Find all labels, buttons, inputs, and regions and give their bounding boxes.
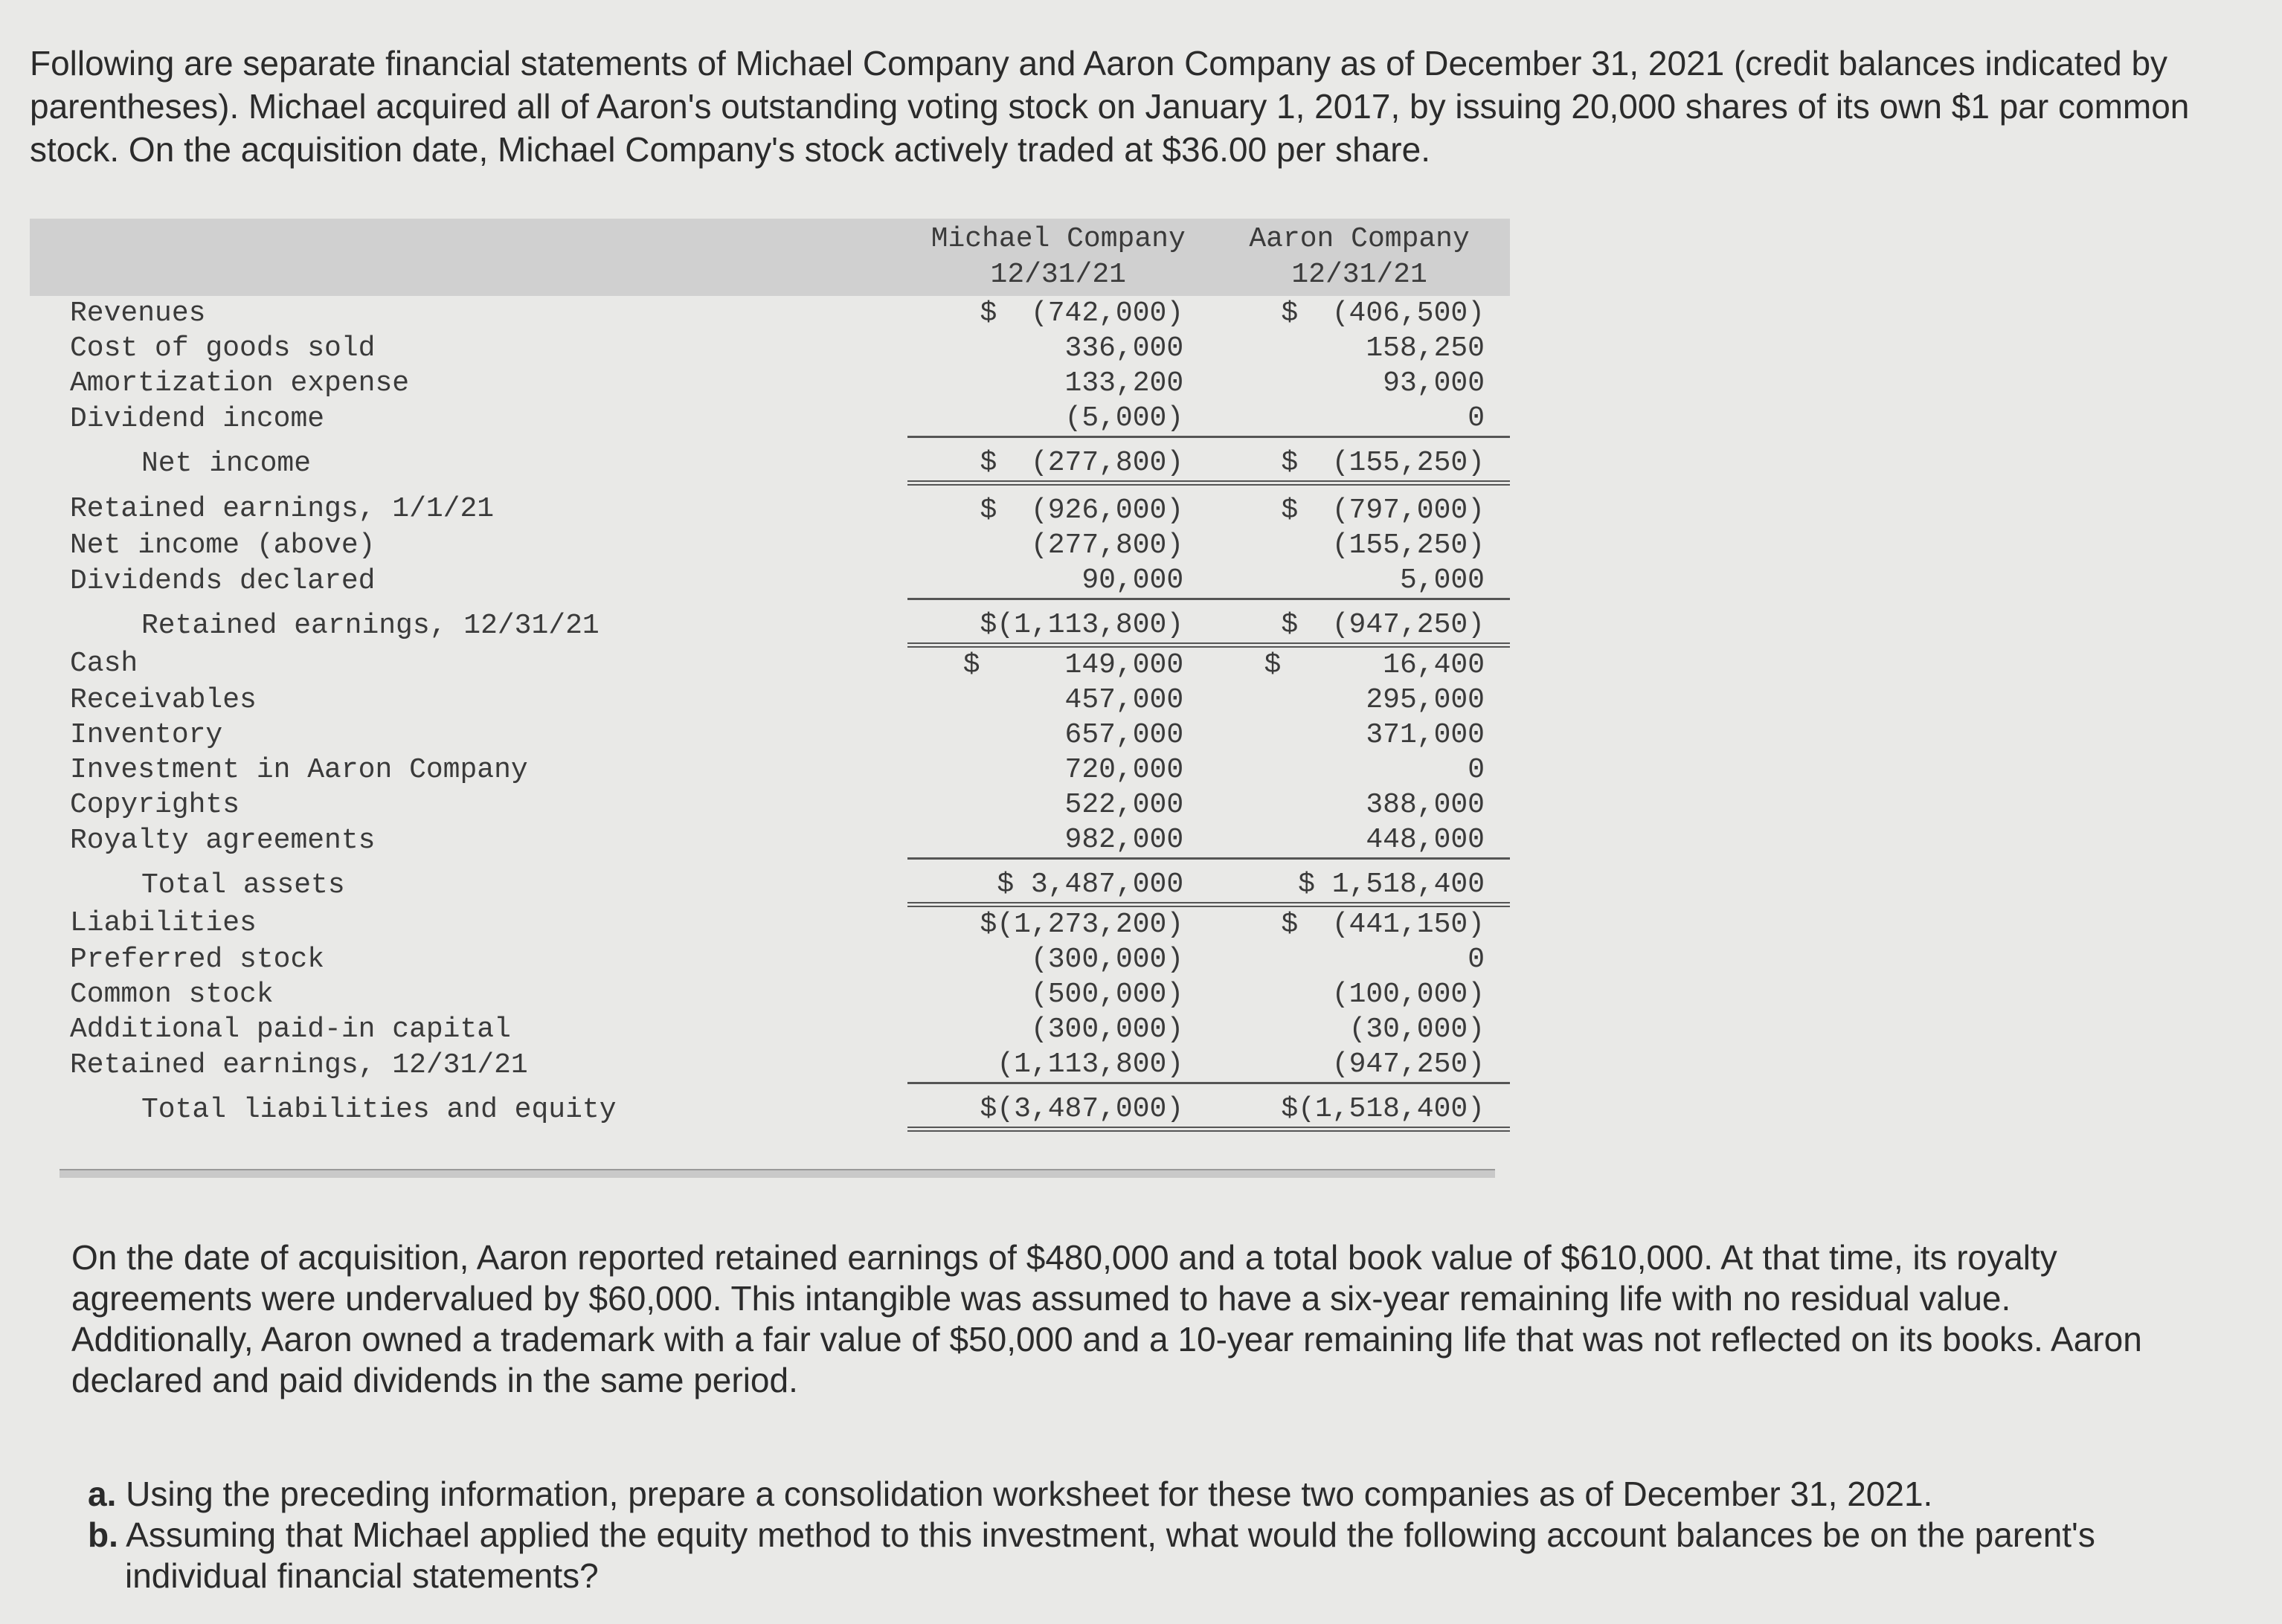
- michael-value: $ 149,000: [962, 649, 1184, 681]
- row-label: Liabilities: [70, 907, 257, 940]
- intro-paragraph: Following are separate financial statements of Michael Company and Aaron Company as of December 31, 2021 (credit balances indicated by parentheses). Michael acquired all of Aaron's outstanding voting stock on January 1, 2017, by issuing 20,000 shares of its own $1 par common stock. On the acquisition date, Michael Company's stock actively traded at $36.00 per share.: [30, 44, 2190, 169]
- aaron-value: 371,000: [1366, 719, 1485, 751]
- michael-value: (300,000): [1030, 944, 1184, 976]
- row-retained-earnings-beginning: [30, 483, 1510, 529]
- aaron-value: $ (155,250): [1209, 437, 1510, 483]
- row-net-income-above: [30, 528, 1510, 563]
- row-cash: [30, 645, 1510, 683]
- row-label: Receivables: [70, 684, 257, 716]
- row-receivables: [30, 683, 1510, 718]
- michael-value: 90,000: [907, 563, 1209, 599]
- row-label: Amortization expense: [70, 367, 410, 399]
- row-amortization-expense: [30, 366, 1510, 401]
- question-letter: b.: [88, 1515, 118, 1554]
- header-aaron: [1209, 219, 1510, 296]
- row-cost-of-goods-sold: [30, 331, 1510, 366]
- michael-value: (500,000): [1030, 979, 1184, 1011]
- michael-value: (1,113,800): [907, 1047, 1209, 1083]
- aaron-value: $ (797,000): [1281, 494, 1485, 526]
- michael-value: 720,000: [1064, 754, 1184, 786]
- aaron-value: 0: [1209, 401, 1510, 437]
- aaron-value: (100,000): [1331, 979, 1485, 1011]
- aaron-value: 295,000: [1366, 684, 1485, 716]
- questions-list: [88, 1474, 2215, 1596]
- michael-value: 336,000: [1064, 332, 1184, 364]
- acquisition-details-paragraph: On the date of acquisition, Aaron reported retained earnings of $480,000 and a total book value of $610,000. At that time, its royalty agreements were undervalued by $60,000. This intangible was assumed to have a six-year remaining life with no residual value. Additionally, Aaron owned a trademark with a fair value of $50,000 and a 10-year remaining life that was not reflected on its books. Aaron declared and paid dividends in the same period.: [71, 1238, 2142, 1399]
- michael-value: $(3,487,000): [907, 1083, 1209, 1130]
- aaron-value: $ 1,518,400: [1209, 859, 1510, 905]
- row-dividends-declared: [30, 563, 1510, 599]
- row-common-stock: [30, 977, 1510, 1012]
- michael-value: 982,000: [907, 822, 1209, 859]
- row-label: Revenues: [70, 297, 206, 329]
- row-label: Royalty agreements: [70, 824, 376, 857]
- aaron-value: 93,000: [1383, 367, 1485, 399]
- michael-value: $ (926,000): [980, 494, 1184, 526]
- michael-value: $ (742,000): [980, 297, 1184, 329]
- michael-value: (277,800): [1030, 529, 1184, 561]
- row-label: Investment in Aaron Company: [70, 754, 528, 786]
- row-royalty-agreements: [30, 822, 1510, 859]
- row-label: Dividend income: [70, 402, 325, 435]
- aaron-value: (947,250): [1209, 1047, 1510, 1083]
- header-aaron-name: Aaron Company: [1249, 223, 1470, 255]
- aaron-value: 0: [1468, 944, 1485, 976]
- michael-value: 457,000: [1064, 684, 1184, 716]
- row-label: Net income: [141, 448, 312, 480]
- aaron-value: 5,000: [1209, 563, 1510, 599]
- row-label: Additional paid-in capital: [70, 1014, 511, 1045]
- row-liabilities: [30, 905, 1510, 943]
- table-bottom-divider: [60, 1169, 1495, 1178]
- michael-value: (300,000): [1030, 1014, 1184, 1045]
- row-additional-paid-in-capital: [30, 1012, 1510, 1047]
- row-label: Copyrights: [70, 789, 240, 821]
- row-label: Retained earnings, 1/1/21: [70, 493, 495, 526]
- header-michael-date: 12/31/21: [990, 259, 1126, 291]
- row-total-assets: [30, 859, 1510, 905]
- row-dividend-income: [30, 401, 1510, 437]
- question-a: [88, 1474, 2215, 1515]
- row-investment-in-aaron: [30, 753, 1510, 787]
- row-inventory: [30, 718, 1510, 753]
- aaron-value: (30,000): [1349, 1014, 1485, 1045]
- row-preferred-stock: [30, 942, 1510, 977]
- row-label: Retained earnings, 12/31/21: [141, 610, 600, 642]
- michael-value: $(1,273,200): [980, 909, 1184, 941]
- aaron-value: $ (406,500): [1281, 297, 1485, 329]
- row-label: Retained earnings, 12/31/21: [70, 1048, 528, 1081]
- row-label: Net income (above): [70, 529, 376, 561]
- aaron-value: 388,000: [1366, 789, 1485, 821]
- header-aaron-date: 12/31/21: [1291, 259, 1427, 291]
- aaron-value: 158,250: [1366, 332, 1485, 364]
- table-header-row: [30, 219, 1510, 296]
- aaron-value: $(1,518,400): [1209, 1083, 1510, 1130]
- row-label: Common stock: [70, 979, 274, 1011]
- row-label: Dividends declared: [70, 564, 376, 597]
- aaron-value: $ (947,250): [1209, 599, 1510, 645]
- row-label: Total liabilities and equity: [141, 1094, 617, 1126]
- row-label: Cost of goods sold: [70, 332, 376, 364]
- michael-value: (5,000): [907, 401, 1209, 437]
- row-total-liabilities-and-equity: [30, 1083, 1510, 1130]
- aaron-value: 0: [1468, 754, 1485, 786]
- row-retained-earnings-ending: [30, 599, 1510, 645]
- michael-value: $ (277,800): [907, 437, 1209, 483]
- header-michael-name: Michael Company: [931, 223, 1186, 255]
- michael-value: 522,000: [1064, 789, 1184, 821]
- question-text: Assuming that Michael applied the equity method to this investment, what would the following account balances be on the parent's individual financial statements?: [125, 1515, 2095, 1595]
- header-michael: [907, 219, 1209, 296]
- question-b: [88, 1515, 2215, 1596]
- question-letter: a.: [88, 1475, 117, 1513]
- michael-value: 133,200: [1064, 367, 1184, 399]
- financial-statements-table: [30, 219, 1510, 1132]
- row-copyrights: [30, 787, 1510, 822]
- michael-value: $(1,113,800): [907, 599, 1209, 645]
- row-label: Total assets: [141, 869, 345, 901]
- header-label-column: [30, 219, 907, 296]
- aaron-value: (155,250): [1331, 529, 1485, 561]
- row-label: Inventory: [70, 719, 223, 751]
- michael-value: $ 3,487,000: [907, 859, 1209, 905]
- michael-value: 657,000: [1064, 719, 1184, 751]
- row-revenues: [30, 296, 1510, 331]
- aaron-value: 448,000: [1209, 822, 1510, 859]
- aaron-value: $ 16,400: [1264, 649, 1485, 681]
- aaron-value: $ (441,150): [1281, 909, 1485, 941]
- row-retained-earnings-equity: [30, 1047, 1510, 1083]
- question-text: Using the preceding information, prepare a consolidation worksheet for these two companies as of December 31, 2021.: [126, 1475, 1933, 1513]
- row-label: Preferred stock: [70, 944, 325, 976]
- row-net-income: [30, 437, 1510, 483]
- row-label: Cash: [70, 648, 138, 680]
